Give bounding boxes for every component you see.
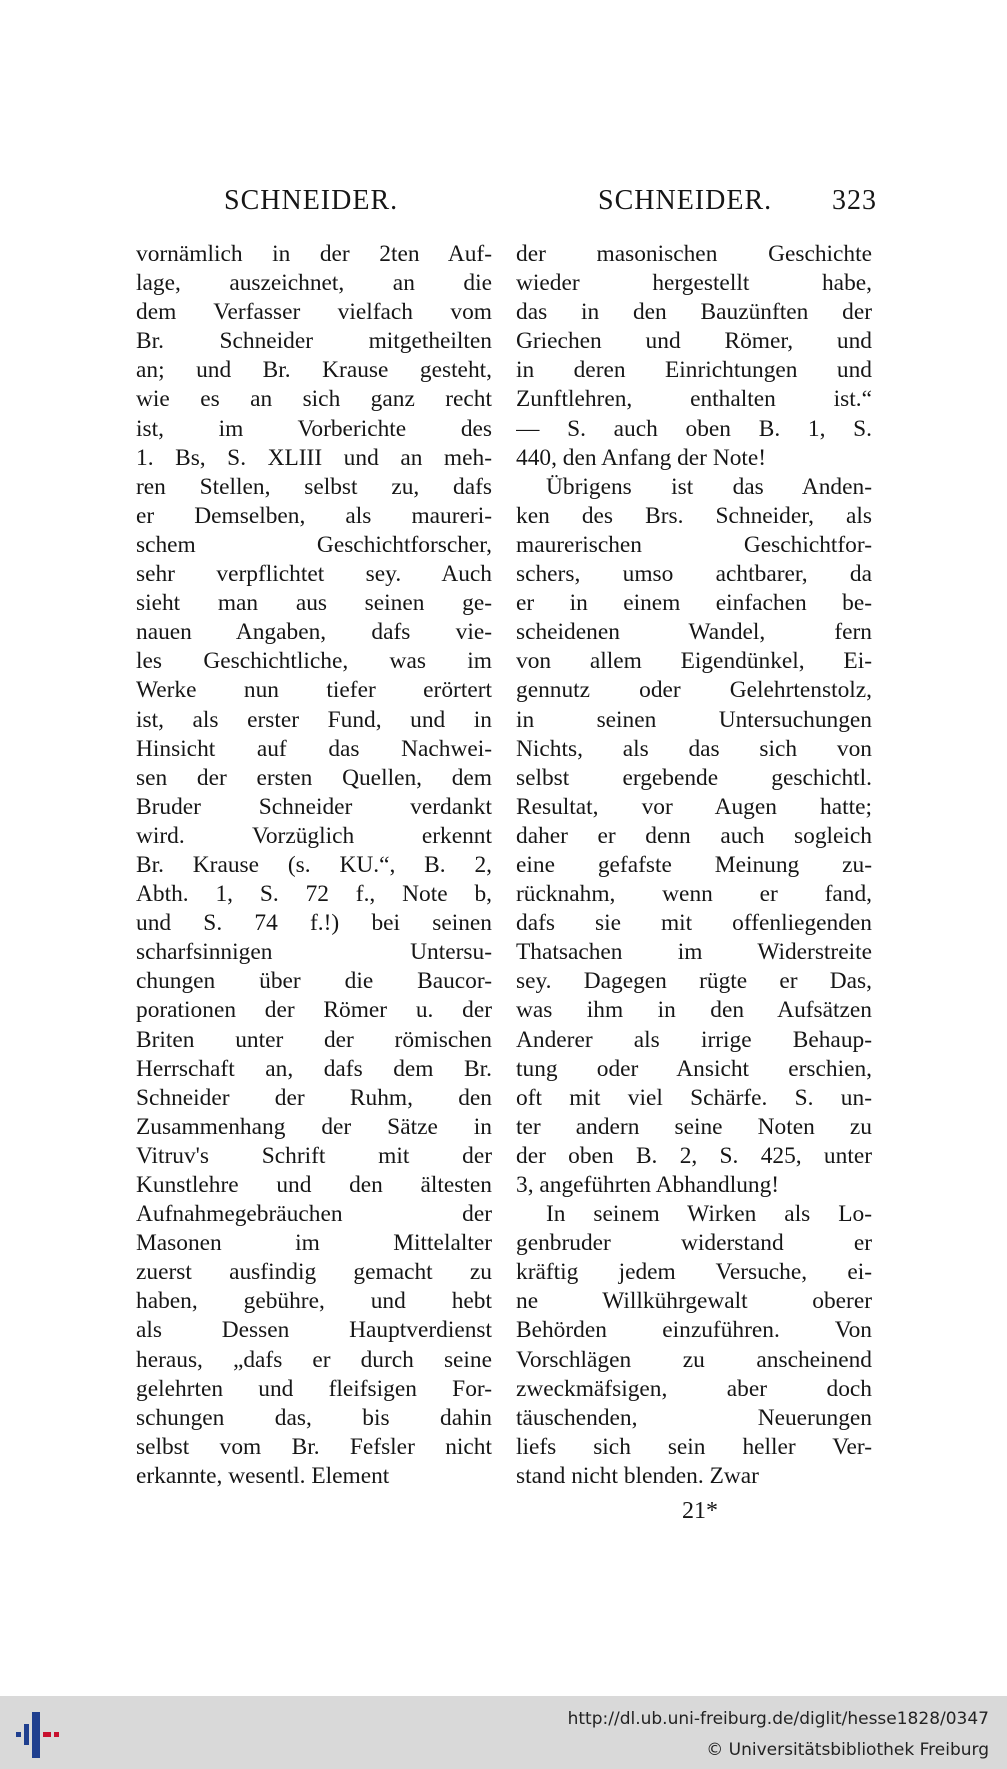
text-line: eine gefafste Meinung zu-	[516, 851, 872, 878]
text-line: selbst ergebende geschichtl.	[516, 764, 872, 791]
text-line: ter andern seine Noten zu	[516, 1113, 872, 1140]
text-line: Vitruv's Schrift mit der	[136, 1142, 492, 1169]
text-line: Schneider der Ruhm, den	[136, 1084, 492, 1111]
text-line: Vorschlägen zu anscheinend	[516, 1346, 872, 1373]
text-line: kräftig jedem Versuche, ei-	[516, 1259, 872, 1286]
text-line: maurerischen Geschichtfor-	[516, 531, 872, 558]
text-line: Masonen im Mittelalter	[136, 1230, 492, 1257]
text-line: sehr verpflichtet sey. Auch	[136, 561, 492, 588]
header-right-title: SCHNEIDER.	[598, 185, 773, 216]
text-line: erkannte, wesentl. Element	[136, 1462, 390, 1489]
text-line: Behörden einzuführen. Von	[516, 1317, 872, 1344]
source-url[interactable]: http://dl.ub.uni-freiburg.de/diglit/hesse1828/0347	[567, 1709, 989, 1729]
text-line: das in den Bauzünften der	[516, 299, 872, 326]
text-line: In seinem Wirken als Lo-	[546, 1201, 872, 1228]
text-line: ken des Brs. Schneider, als	[516, 502, 872, 529]
text-line: 3, angeführten Abhandlung!	[516, 1172, 780, 1198]
text-line: ne Willkührgewalt oberer	[516, 1288, 872, 1315]
page-number: 323	[832, 185, 877, 216]
text-line: haben, gebühre, und hebt	[136, 1288, 492, 1315]
text-line: scheidenen Wandel, fern	[516, 619, 872, 646]
text-line: schem Geschichtforscher,	[136, 531, 492, 558]
text-line: zweckmäfsigen, aber doch	[516, 1375, 872, 1402]
text-line: dafs sie mit offenliegenden	[516, 910, 872, 937]
running-header	[0, 185, 1007, 225]
footer-bar	[0, 1696, 1007, 1769]
text-line: wie es an sich ganz recht	[136, 386, 492, 413]
text-line: Griechen und Römer, und	[516, 328, 872, 355]
text-line: daher er denn auch sogleich	[516, 822, 872, 849]
text-line: ist, im Vorberichte des	[136, 415, 492, 442]
text-line: nauen Angaben, dafs vie-	[136, 619, 492, 646]
left-text-column	[136, 240, 492, 1491]
text-line: liefs sich sein heller Ver-	[516, 1433, 872, 1460]
text-line: 440, den Anfang der Note!	[516, 444, 767, 471]
text-line: Hinsicht auf das Nachwei-	[136, 735, 492, 762]
text-line: zuerst ausfindig gemacht zu	[136, 1259, 492, 1286]
text-line: vornämlich in der 2ten Auf-	[136, 241, 492, 267]
text-line: Kunstlehre und den ältesten	[136, 1172, 492, 1198]
text-line: — S. auch oben B. 1, S.	[516, 415, 872, 442]
text-line: dem Verfasser vielfach vom	[136, 299, 492, 326]
text-line: Thatsachen im Widerstreite	[516, 939, 872, 966]
text-line: Werke nun tiefer erörtert	[136, 677, 492, 704]
text-line: Resultat, vor Augen hatte;	[516, 793, 872, 820]
text-line: Zusammenhang der Sätze in	[136, 1113, 492, 1140]
right-text-column	[516, 240, 872, 1491]
text-line: in seinen Untersuchungen	[516, 706, 872, 733]
text-line: les Geschichtliche, was im	[136, 648, 492, 675]
text-line: 1. Bs, S. XLIII und an meh-	[136, 444, 492, 471]
text-line: er Demselben, als maureri-	[136, 502, 492, 529]
text-line: Anderer als irrige Behaup-	[516, 1026, 872, 1053]
text-line: sen der ersten Quellen, dem	[136, 764, 492, 791]
text-line: in deren Einrichtungen und	[516, 357, 872, 384]
text-line: Zunftlehren, enthalten ist.“	[516, 386, 872, 413]
text-line: lage, auszeichnet, an die	[136, 270, 492, 297]
text-line: rücknahm, wenn er fand,	[516, 881, 872, 908]
text-line: wird. Vorzüglich erkennt	[136, 822, 492, 849]
text-line: Bruder Schneider verdankt	[136, 793, 492, 820]
text-line: scharfsinnigen Untersu-	[136, 939, 492, 966]
text-line: tung oder Ansicht erschien,	[516, 1055, 872, 1082]
text-line: als Dessen Hauptverdienst	[136, 1317, 492, 1344]
copyright-notice: © Universitätsbibliothek Freiburg	[706, 1740, 989, 1760]
text-line: oft mit viel Schärfe. S. un-	[516, 1084, 872, 1111]
signature-mark: 21*	[682, 1498, 718, 1524]
text-line: schers, umso achtbarer, da	[516, 561, 872, 588]
ub-freiburg-logo-icon	[10, 1708, 62, 1760]
text-line: gennutz oder Gelehrtenstolz,	[516, 677, 872, 704]
text-line: Nichts, als das sich von	[516, 735, 872, 762]
text-line: sey. Dagegen rügte er Das,	[516, 968, 872, 995]
text-line: an; und Br. Krause gesteht,	[136, 357, 492, 384]
text-line: ren Stellen, selbst zu, dafs	[136, 473, 492, 500]
text-line: sieht man aus seinen ge-	[136, 590, 492, 617]
text-line: er in einem einfachen be-	[516, 590, 872, 617]
text-line: Br. Krause (s. KU.“, B. 2,	[136, 851, 492, 878]
text-line: chungen über die Baucor-	[136, 968, 492, 995]
text-line: von allem Eigendünkel, Ei-	[516, 648, 872, 675]
text-line: porationen der Römer u. der	[136, 997, 492, 1024]
text-line: der masonischen Geschichte	[516, 241, 872, 267]
text-line: stand nicht blenden. Zwar	[516, 1462, 759, 1489]
text-line: was ihm in den Aufsätzen	[516, 997, 872, 1024]
text-line: genbruder widerstand er	[516, 1230, 872, 1257]
text-line: gelehrten und fleifsigen For-	[136, 1375, 492, 1402]
text-line: und S. 74 f.!) bei seinen	[136, 910, 492, 937]
text-line: Br. Schneider mitgetheilten	[136, 328, 492, 355]
text-line: täuschenden, Neuerungen	[516, 1404, 872, 1431]
header-left-title: SCHNEIDER.	[224, 185, 399, 216]
text-line: schungen das, bis dahin	[136, 1404, 492, 1431]
text-line: Herrschaft an, dafs dem Br.	[136, 1055, 492, 1082]
text-line: der oben B. 2, S. 425, unter	[516, 1142, 872, 1169]
text-line: Briten unter der römischen	[136, 1026, 492, 1053]
text-line: Aufnahmegebräuchen der	[136, 1201, 492, 1228]
text-line: selbst vom Br. Fefsler nicht	[136, 1433, 492, 1460]
text-line: Abth. 1, S. 72 f., Note b,	[136, 881, 492, 908]
text-line: wieder hergestellt habe,	[516, 270, 872, 297]
text-line: ist, als erster Fund, und in	[136, 706, 492, 733]
text-line: heraus, „dafs er durch seine	[136, 1346, 492, 1373]
text-line: Übrigens ist das Anden-	[546, 473, 872, 500]
